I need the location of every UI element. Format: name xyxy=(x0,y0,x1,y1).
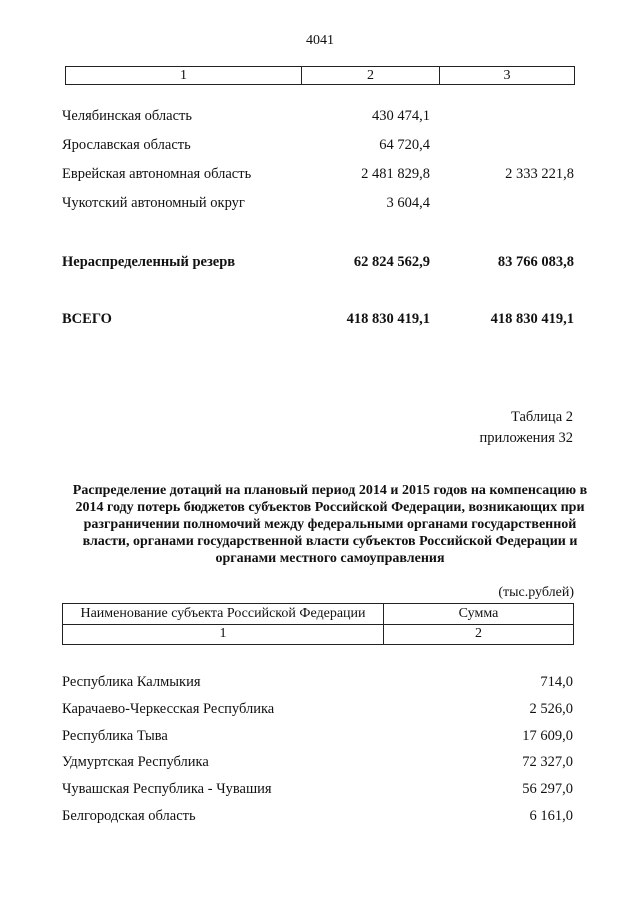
reserve-col2: 62 824 562,9 xyxy=(353,254,430,270)
header-col-3: 3 xyxy=(503,68,511,83)
reserve-label: Нераспределенный резерв xyxy=(62,254,236,270)
total-col2: 418 830 419,1 xyxy=(346,311,430,327)
reserve-col3: 83 766 083,8 xyxy=(497,254,574,270)
table-title: Распределение дотаций на плановый период 2014 и 2015 годов на компенсацию в 2014 году потерь бюджетов субъектов Российской Федерации, возникающих при разграничении полномочий между федеральными органами государственной власти, органами государственной власти субъектов Российской Федерации и органами местного самоуправления xyxy=(72,483,588,566)
row-value-col2: 2 481 829,8 xyxy=(361,166,430,182)
header-num-2: 2 xyxy=(384,625,574,645)
header-sum: Сумма xyxy=(384,603,574,625)
row-name: Чукотский автономный округ xyxy=(62,195,245,211)
total-label: ВСЕГО xyxy=(62,311,112,327)
table2-row-value: 72 327,0 xyxy=(522,754,573,770)
table2-row-value: 6 161,0 xyxy=(529,808,573,824)
table2-row-name: Удмуртская Республика xyxy=(62,754,209,770)
table2-header xyxy=(62,603,574,645)
table-caption-line2: приложения 32 xyxy=(479,430,573,446)
table2-row-name: Белгородская область xyxy=(62,808,196,824)
row-value-col2: 430 474,1 xyxy=(372,108,430,124)
table2-row-value: 17 609,0 xyxy=(522,728,573,744)
table2-row-value: 2 526,0 xyxy=(529,701,573,717)
table2-row-name: Республика Калмыкия xyxy=(62,674,201,690)
table2-row-value: 714,0 xyxy=(540,674,573,690)
units-label: (тыс.рублей) xyxy=(498,585,574,600)
row-value-col2: 3 604,4 xyxy=(386,195,430,211)
row-name: Челябинская область xyxy=(62,108,192,124)
header-name: Наименование субъекта Российской Федерации xyxy=(62,603,384,625)
row-value-col2: 64 720,4 xyxy=(379,137,430,153)
table2-row-name: Чувашская Республика - Чувашия xyxy=(62,781,272,797)
top-table-header xyxy=(65,66,575,85)
header-col-1: 1 xyxy=(66,67,302,84)
table2-row-name: Карачаево-Черкесская Республика xyxy=(62,701,275,717)
table2-row-value: 56 297,0 xyxy=(522,781,573,797)
header-num-1: 1 xyxy=(62,625,384,645)
header-col-2: 2 xyxy=(302,67,440,84)
row-name: Ярославская область xyxy=(62,137,191,153)
page-number: 4041 xyxy=(306,33,334,48)
table2-row-name: Республика Тыва xyxy=(62,728,168,744)
total-col3: 418 830 419,1 xyxy=(490,311,574,327)
table-caption-line1: Таблица 2 xyxy=(510,409,573,425)
row-name: Еврейская автономная область xyxy=(62,166,252,182)
row-value-col3: 2 333 221,8 xyxy=(505,166,574,182)
